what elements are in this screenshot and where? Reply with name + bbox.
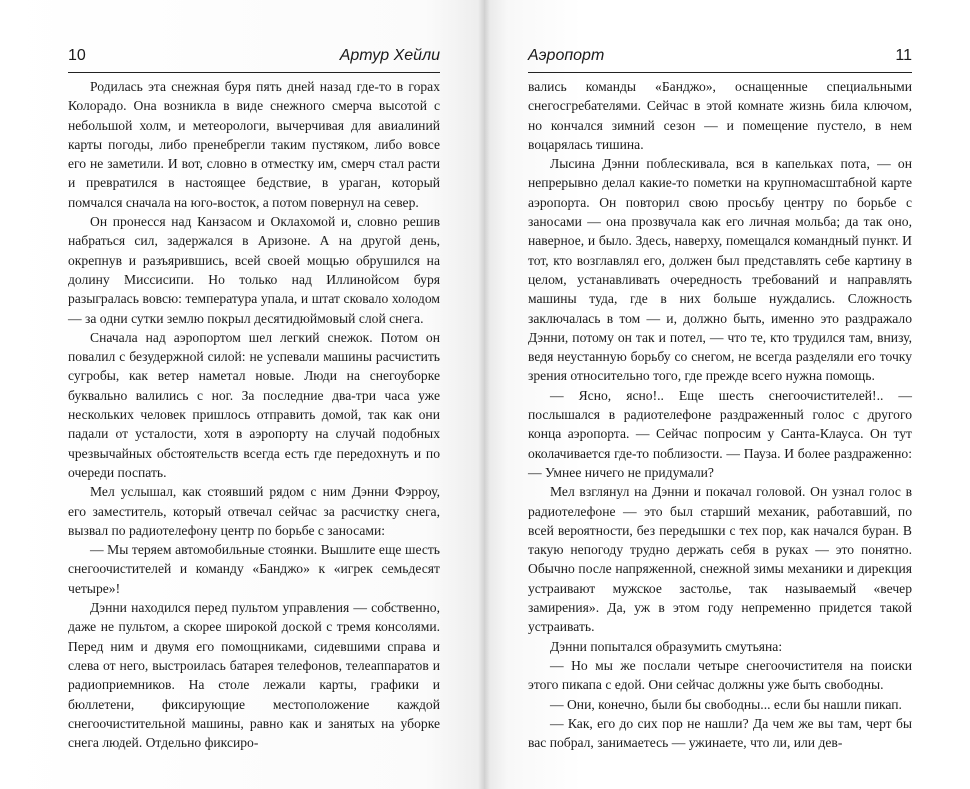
left-page-number: 10 bbox=[68, 47, 86, 64]
left-page-body bbox=[68, 77, 440, 752]
right-running-head: Аэропорт bbox=[528, 47, 605, 64]
left-page-header bbox=[68, 44, 440, 68]
paragraph: Мел взглянул на Дэнни и покачал головой. Он узнал голос в радиотелефоне — это был старший механик, работавший, по всей вероятности, без передышки с тех пор, как начался буран. В такую непогоду трудно держать себя в руках — это понятно. Обычно после напряженной, снежной зимы механики и дирекция устраивают мужское застолье, так называемый «вечер замирения». Да, уж в этом году непременно придется такой устраивать. bbox=[528, 484, 912, 635]
paragraph: Он пронесся над Канзасом и Оклахомой и, словно решив набраться сил, задержался в Аризоне. А на другой день, окрепнув и разъярившись, всей своей мощью обрушился на долину Миссисипи. Но только над Иллинойсом буря разыгралась вовсю: температура упала, и штат сковало холодом — за одни сутки землю покрыл десятидюймовый слой снега. bbox=[68, 214, 440, 326]
right-page-number: 11 bbox=[895, 47, 912, 64]
right-page bbox=[484, 0, 970, 789]
left-header-rule bbox=[68, 72, 440, 73]
book-gutter-shadow bbox=[478, 0, 490, 789]
paragraph: — Они, конечно, были бы свободны... если бы нашли пикап. bbox=[550, 696, 902, 712]
paragraph: — Но мы же послали четыре снегоочистителя на поиски этого пикапа с едой. Они сейчас должны уже быть свободны. bbox=[528, 657, 912, 693]
paragraph: Лысина Дэнни поблескивала, вся в капельках пота, — он непрерывно делал какие-то пометки на крупномасштабной карте аэропорта. Он повторил свою просьбу центру по борьбе с заносами — она прозвучала как его личная мольба; да так оно, наверное, и было. Здесь, наверху, помещался командный пункт. И тот, кто возглавлял его, должен был представлять себе картину в целом, устанавливать очередность требований и направлять машины туда, где в них больше нуждались. Сложность заключалась в том — и, должно быть, именно это раздражало Дэнни, потому он так и потел, — что те, кто трудился там, внизу, ведя неустанную борьбу со снегом, не всегда разделяли его точку зрения относительно того, где прежде всего нужна помощь. bbox=[528, 156, 912, 384]
paragraph: Дэнни попытался образумить смутьяна: bbox=[550, 638, 783, 654]
paragraph: — Мы теряем автомобильные стоянки. Вышлите еще шесть снегоочистителей и команду «Банджо» к «игрек семьдесят четыре»! bbox=[68, 542, 440, 596]
left-page bbox=[0, 0, 484, 789]
paragraph: — Ясно, ясно!.. Еще шесть снегоочистителей!.. — послышался в радиотелефоне раздраженный голос с другого конца аэропорта. — Сейчас попросим у Санта-Клауса. Он тут околачивается где-то поблизости. — Пауза. И более раздраженно: — Умнее ничего не придумали? bbox=[528, 387, 912, 480]
left-running-head: Артур Хейли bbox=[339, 47, 440, 64]
paragraph: Родилась эта снежная буря пять дней назад где-то в горах Колорадо. Она возникла в виде снежного смерча высотой с небольшой холм, и метеорологи, вычерчивая для авиалиний карты погоды, либо пренебрегли таким пустяком, либо вовсе его не заметили. И вот, словно в отместку им, смерч стал расти и превратился в настоящее бедствие, в ураган, который помчался сначала на юго-восток, а потом повернул на север. bbox=[68, 79, 440, 210]
paragraph: Сначала над аэропортом шел легкий снежок. Потом он повалил с безудержной силой: не успевали машины расчистить сугробы, как ветер наметал новые. Люди на снегоуборке буквально валились с ног. За последние два-три часа уже нескольких человек пришлось отправить домой, так как они падали от усталости, хотя в аэропорту на случай подобных чрезвычайных обстоятельств всегда есть где передохнуть и по очереди поспать. bbox=[68, 329, 440, 480]
right-header-rule bbox=[528, 72, 912, 73]
right-page-header bbox=[528, 44, 912, 68]
paragraph: Мел услышал, как стоявший рядом с ним Дэнни Фэрроу, его заместитель, который отвечал сейчас за расчистку снега, вызвал по радиотелефону центр по борьбе с заносами: bbox=[68, 484, 440, 538]
paragraph: — Как, его до сих пор не нашли? Да чем же вы там, черт бы вас побрал, занимаетесь — ужинаете, что ли, или дев- bbox=[528, 715, 912, 751]
continued-paragraph: вались команды «Банджо», оснащенные специальными снегосгребателями. Сейчас в этой комнате жизнь била ключом, но кончался зимний сезон — и помещение пустело, в нем воцарялась тишина. bbox=[528, 79, 912, 152]
right-page-body bbox=[528, 77, 912, 752]
paragraph: Дэнни находился перед пультом управления — собственно, даже не пультом, а скорее широкой доской с тремя консолями. Перед ним и двумя его помощниками, сидевшими справа и слева от него, выстроилась батарея телефонов, телеаппаратов и радиоприемников. На столе лежали карты, графики и бюллетени, фиксирующие местоположение каждой снегоочистительной машины, равно как и занятых на уборке снега людей. Отдельно фиксиро- bbox=[68, 600, 440, 751]
